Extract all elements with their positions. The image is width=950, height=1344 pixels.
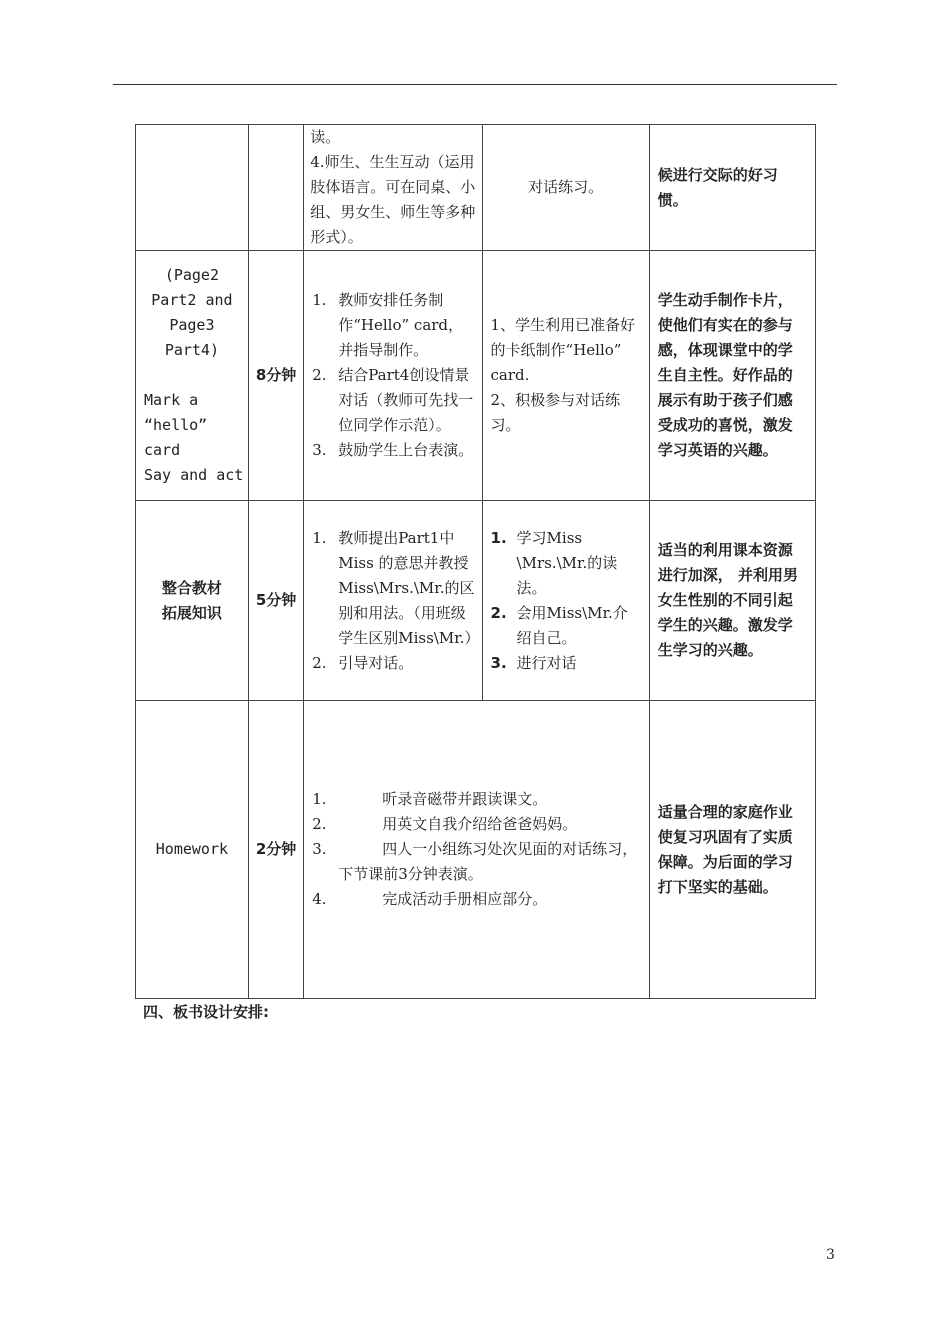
lesson-plan-table [135, 124, 816, 999]
teacher-activity-list [308, 288, 475, 463]
time-cell [248, 125, 303, 251]
list-item: 1. 听录音磁带并跟读课文。 [312, 790, 548, 808]
list-item: 3. 鼓励学生上台表演。 [312, 441, 474, 459]
purpose-text: 适当的利用课本资源进行加深， 并利用男女生性别的不同引起学生的兴趣。激发学生学习的兴趣。 [657, 541, 798, 659]
stage-line: Say and act [144, 466, 244, 484]
stage-line: Mark a [144, 391, 199, 409]
stage-cell [136, 501, 249, 701]
time-cell [248, 501, 303, 701]
purpose-text: 适量合理的家庭作业使复习巩固有了实质保障。为后面的学习打下坚实的基础。 [657, 802, 793, 896]
student-activity-list [487, 526, 643, 676]
stage-cell [136, 701, 249, 999]
teacher-activity-text: 读。 [310, 128, 341, 146]
table-row [136, 125, 816, 251]
time-cell [248, 251, 303, 501]
time-text: 5分钟 [255, 591, 297, 609]
teacher-activity-list [308, 526, 480, 676]
stage-line [136, 363, 248, 388]
purpose-cell [649, 125, 815, 251]
list-item: 2. 结合Part4创设情景对话（教师可先找一位同学作示范）。 [312, 366, 474, 434]
time-text: 2分钟 [255, 840, 297, 858]
homework-activity-cell [304, 701, 650, 999]
list-item: 3. 四人一小组练习处次见面的对话练习， 下节课前3分钟表演。 [312, 840, 638, 883]
board-design-heading: 四、板书设计安排: [143, 1003, 269, 1021]
homework-list [308, 787, 643, 912]
list-item: 1. 教师安排任务制作“Hello” card，并指导制作。 [312, 291, 464, 359]
stage-line: Part2 and [151, 291, 233, 309]
stage-cell [136, 251, 249, 501]
list-item: 3. 进行对话 [490, 653, 577, 672]
list-item: 1. 学习Miss \Mrs.\Mr.的读法。 [490, 528, 618, 597]
stage-line: Homework [155, 840, 229, 858]
list-item: 4. 完成活动手册相应部分。 [312, 890, 548, 908]
page-number: 3 [826, 1247, 835, 1263]
list-item: 1. 教师提出Part1中Miss 的意思并教授 Miss\Mrs.\Mr.的区别和用法。（用班级学生区别Miss\Mr.） [312, 528, 480, 647]
stage-cell [136, 125, 249, 251]
student-activity-cell [482, 501, 649, 701]
purpose-text: 学生动手制作卡片，使他们有实在的参与感，体现课堂中的学生自主性。好作品的展示有助于孩子们感受成功的喜悦，激发学习英语的兴趣。 [657, 291, 793, 459]
list-item: 2. 引导对话。 [312, 653, 414, 672]
teacher-activity-cell [304, 125, 482, 251]
list-item: 2. 会用Miss\Mr.介绍自己。 [490, 603, 628, 647]
header-rule [113, 84, 837, 85]
purpose-cell [649, 251, 815, 501]
student-activity-cell [482, 125, 649, 251]
stage-line: card [144, 441, 181, 459]
time-cell [248, 701, 303, 999]
student-activity-text: 对话练习。 [528, 178, 604, 196]
student-activity-text: 2、积极参与对话练习。 [490, 391, 621, 434]
purpose-cell [649, 501, 815, 701]
table-row [136, 501, 816, 701]
stage-line: Page3 [169, 316, 215, 334]
table-row [136, 701, 816, 999]
stage-line: Part4) [164, 341, 219, 359]
time-text: 8分钟 [255, 366, 297, 384]
teacher-activity-text: 4.师生、生生互动（运用肢体语言。可在同桌、小组、男女生、师生等多种形式）。 [310, 153, 476, 246]
student-activity-cell [482, 251, 649, 501]
stage-line: 拓展知识 [161, 603, 222, 622]
stage-line: (Page2 [164, 266, 219, 284]
purpose-cell [649, 701, 815, 999]
teacher-activity-cell [304, 251, 482, 501]
teacher-activity-cell [304, 501, 482, 701]
stage-line: 整合教材 [161, 578, 222, 597]
purpose-text: 候进行交际的好习惯。 [657, 165, 778, 209]
table-row [136, 251, 816, 501]
list-item: 2. 用英文自我介绍给爸爸妈妈。 [312, 815, 578, 833]
stage-line: “hello” [144, 416, 208, 434]
student-activity-text: 1、学生利用已准备好的卡纸制作“Hello” card. [490, 316, 636, 384]
